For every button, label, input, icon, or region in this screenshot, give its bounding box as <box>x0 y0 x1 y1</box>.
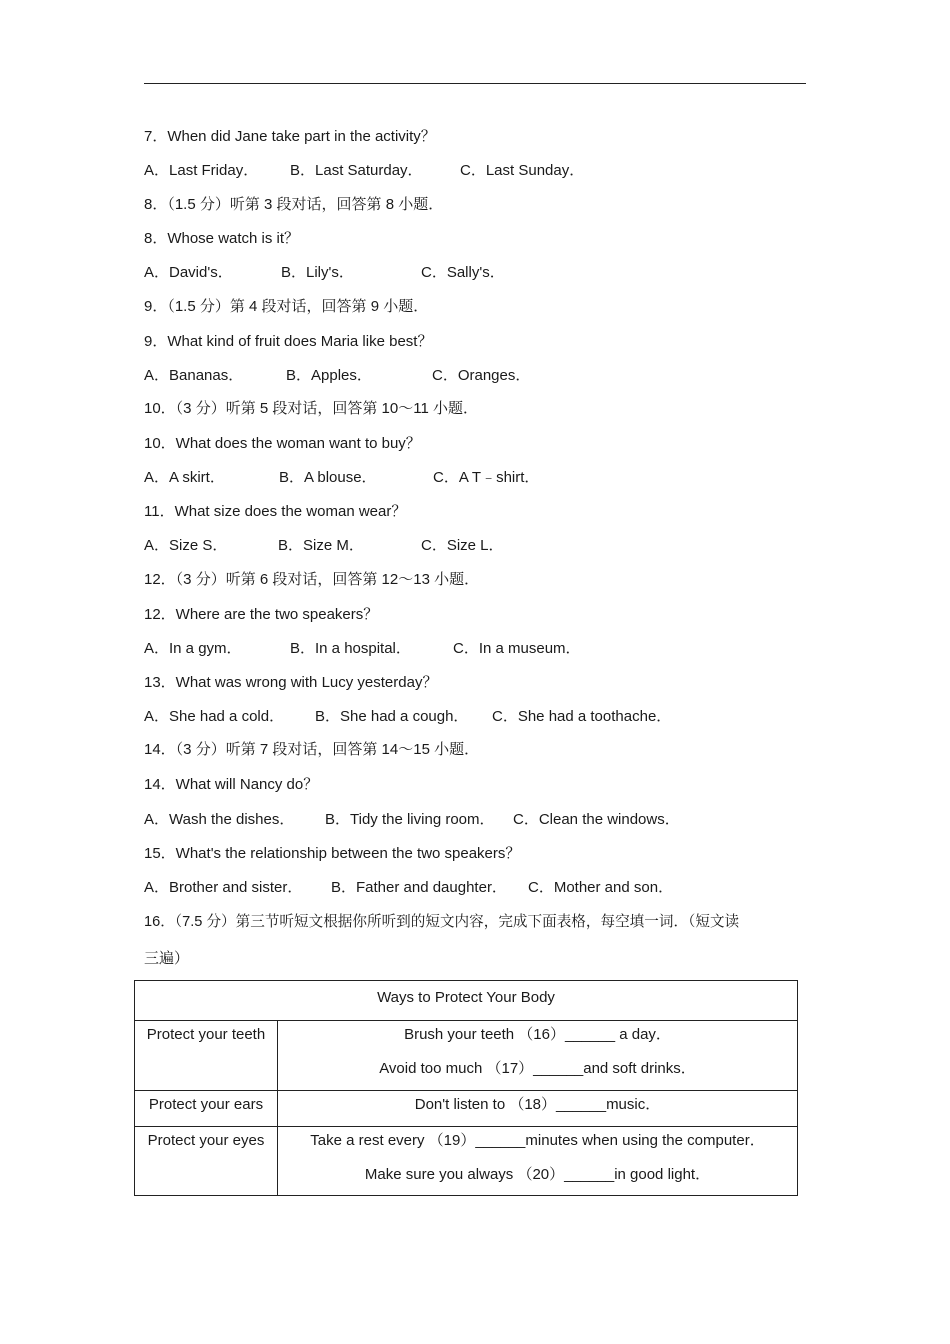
option-b[interactable]: B．Apples． <box>286 367 372 384</box>
row-label: Protect your ears <box>135 1091 278 1127</box>
option-b[interactable]: B．She had a cough． <box>315 708 469 725</box>
options-8 <box>144 263 505 283</box>
option-c[interactable]: C．In a museum． <box>453 640 581 657</box>
row-label: Protect your eyes <box>135 1127 278 1196</box>
options-7 <box>144 161 584 181</box>
option-b[interactable]: B．Last Saturday． <box>290 162 423 179</box>
options-9 <box>144 366 530 386</box>
option-a[interactable]: A．She had a cold． <box>144 708 285 725</box>
question-15: 15．What's the relationship between the two speakers？ <box>144 845 521 862</box>
row-content <box>278 1021 798 1091</box>
options-15 <box>144 878 673 898</box>
ways-table <box>134 980 798 1196</box>
option-b[interactable]: B．A blouse． <box>279 469 377 486</box>
row-content <box>278 1091 798 1127</box>
question-8: 8．Whose watch is it？ <box>144 230 300 247</box>
row-label: Protect your teeth <box>135 1021 278 1091</box>
option-a[interactable]: A．Bananas． <box>144 367 244 384</box>
option-b[interactable]: B．Size M． <box>278 537 364 554</box>
question-14: 14．What will Nancy do？ <box>144 776 319 793</box>
option-a[interactable]: A．Last Friday． <box>144 162 259 179</box>
section-instruction-16-continued: 三遍） <box>144 950 190 967</box>
options-11 <box>144 536 504 556</box>
fill-blank-16[interactable]: Brush your teeth （16）______ a day． <box>404 1026 671 1043</box>
table-row <box>135 1091 798 1127</box>
table-title: Ways to Protect Your Body <box>135 981 798 1021</box>
option-a[interactable]: A．Brother and sister． <box>144 879 303 896</box>
option-c[interactable]: C．Last Sunday． <box>460 162 585 179</box>
fill-blank-18[interactable]: Don't listen to （18）______music． <box>414 1096 661 1113</box>
section-instruction-16: 16．（7.5 分）第三节听短文根据你所听到的短文内容，完成下面表格，每空填一词．（短文读 <box>144 914 740 930</box>
options-14 <box>144 810 680 830</box>
section-instruction-9: 9．（1.5 分）第 4 段对话，回答第 9 小题． <box>144 298 429 315</box>
header-rule <box>144 83 806 84</box>
option-b[interactable]: B．Lily's． <box>281 264 354 281</box>
option-b[interactable]: B．Tidy the living room． <box>325 811 495 828</box>
option-a[interactable]: A．In a gym． <box>144 640 242 657</box>
option-b[interactable]: B．Father and daughter． <box>331 879 507 896</box>
option-c[interactable]: C．Mother and son． <box>528 879 674 896</box>
option-c[interactable]: C．Clean the windows． <box>513 811 680 828</box>
fill-blank-19[interactable]: Take a rest every （19）______minutes when using the computer． <box>310 1132 765 1149</box>
table-row <box>135 1021 798 1091</box>
option-c[interactable]: C．Oranges． <box>432 367 531 384</box>
options-12 <box>144 639 581 659</box>
question-7: 7．When did Jane take part in the activity？ <box>144 128 436 145</box>
section-instruction-10: 10．（3 分）听第 5 段对话，回答第 10～11 小题． <box>144 400 478 417</box>
option-a[interactable]: A．David's． <box>144 264 233 281</box>
option-a[interactable]: A．Size S． <box>144 537 228 554</box>
options-10 <box>144 468 539 488</box>
table-row <box>135 1127 798 1196</box>
section-instruction-8: 8．（1.5 分）听第 3 段对话，回答第 8 小题． <box>144 196 444 213</box>
question-13: 13．What was wrong with Lucy yesterday？ <box>144 674 438 691</box>
option-a[interactable]: A．Wash the dishes． <box>144 811 295 828</box>
option-c[interactable]: C．Size L． <box>421 537 504 554</box>
option-c[interactable]: C．Sally's． <box>421 264 505 281</box>
fill-blank-17[interactable]: Avoid too much （17）______and soft drinks． <box>379 1060 696 1077</box>
row-content <box>278 1127 798 1196</box>
option-b[interactable]: B．In a hospital． <box>290 640 411 657</box>
options-13 <box>144 707 671 727</box>
question-11: 11．What size does the woman wear？ <box>144 503 407 520</box>
section-instruction-14: 14．（3 分）听第 7 段对话，回答第 14～15 小题． <box>144 741 480 758</box>
option-c[interactable]: C．A T﹣shirt． <box>433 469 540 486</box>
question-10: 10．What does the woman want to buy？ <box>144 435 421 452</box>
option-c[interactable]: C．She had a toothache． <box>492 708 672 725</box>
option-a[interactable]: A．A skirt． <box>144 469 225 486</box>
section-instruction-12: 12．（3 分）听第 6 段对话，回答第 12～13 小题． <box>144 571 480 588</box>
question-12: 12．Where are the two speakers？ <box>144 606 379 623</box>
fill-blank-20[interactable]: Make sure you always （20）______in good light． <box>364 1166 711 1183</box>
question-9: 9．What kind of fruit does Maria like best？ <box>144 333 433 350</box>
